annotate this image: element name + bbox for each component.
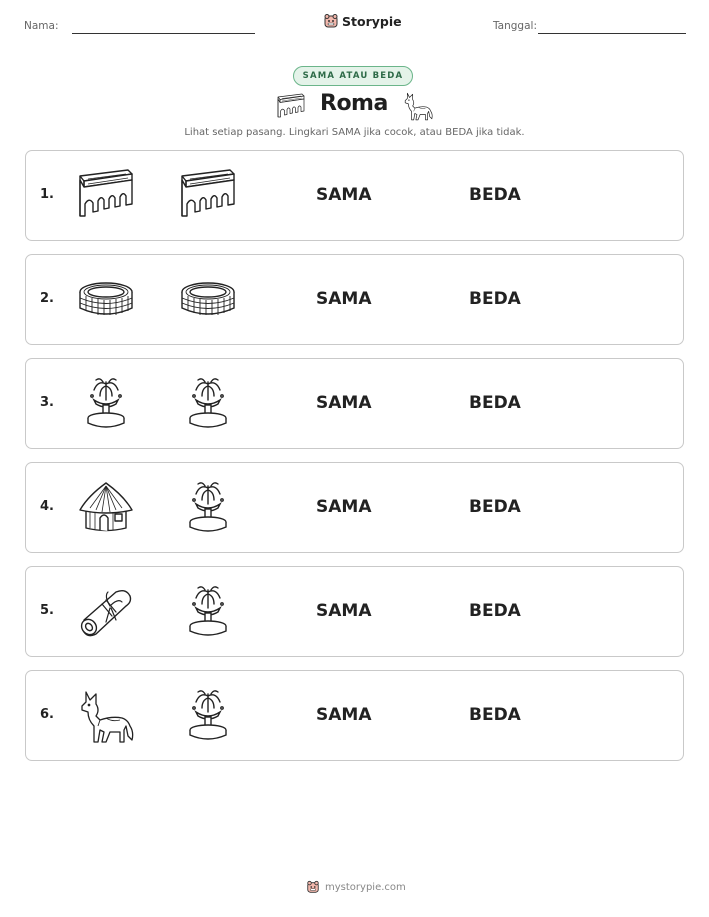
same-option[interactable]: SAMA <box>316 185 372 205</box>
storypie-mascot-icon <box>306 880 320 894</box>
question-row <box>25 462 684 553</box>
brand-name: Storypie <box>342 13 402 29</box>
fountain-icon <box>178 686 238 746</box>
footer <box>306 880 406 894</box>
question-number: 2. <box>40 291 54 306</box>
fountain-icon <box>178 478 238 538</box>
different-option[interactable]: BEDA <box>469 185 521 205</box>
fountain-icon <box>76 374 136 434</box>
same-option[interactable]: SAMA <box>316 601 372 621</box>
question-row <box>25 254 684 345</box>
storypie-mascot-icon <box>323 13 339 29</box>
different-option[interactable]: BEDA <box>469 497 521 517</box>
question-row <box>25 566 684 657</box>
question-number: 4. <box>40 499 54 514</box>
colosseum-icon <box>178 270 238 330</box>
question-number: 1. <box>40 187 54 202</box>
question-row <box>25 670 684 761</box>
question-number: 5. <box>40 603 54 618</box>
different-option[interactable]: BEDA <box>469 601 521 621</box>
worksheet-type-badge: SAMA ATAU BEDA <box>293 66 413 86</box>
colosseum-icon <box>76 270 136 330</box>
aqueduct-icon <box>272 92 310 122</box>
page-title: Roma <box>320 91 388 116</box>
question-number: 6. <box>40 707 54 722</box>
wolf-icon <box>400 90 436 122</box>
date-field-line[interactable] <box>538 33 686 34</box>
fountain-icon <box>178 374 238 434</box>
question-row <box>25 358 684 449</box>
name-label: Nama: <box>24 20 59 32</box>
same-option[interactable]: SAMA <box>316 393 372 413</box>
wolf-icon <box>76 686 136 746</box>
instruction-text: Lihat setiap pasang. Lingkari SAMA jika cocok, atau BEDA jika tidak. <box>184 127 525 138</box>
brand-logo <box>323 13 402 29</box>
different-option[interactable]: BEDA <box>469 289 521 309</box>
fountain-icon <box>178 582 238 642</box>
question-row <box>25 150 684 241</box>
footer-url: mystorypie.com <box>325 881 406 893</box>
question-number: 3. <box>40 395 54 410</box>
scroll-icon <box>76 582 136 642</box>
same-option[interactable]: SAMA <box>316 289 372 309</box>
aqueduct-icon <box>76 166 136 226</box>
same-option[interactable]: SAMA <box>316 705 372 725</box>
title-row <box>272 90 438 122</box>
date-label: Tanggal: <box>493 20 537 32</box>
different-option[interactable]: BEDA <box>469 705 521 725</box>
name-field-line[interactable] <box>72 33 255 34</box>
hut-icon <box>76 478 136 538</box>
different-option[interactable]: BEDA <box>469 393 521 413</box>
aqueduct-icon <box>178 166 238 226</box>
same-option[interactable]: SAMA <box>316 497 372 517</box>
